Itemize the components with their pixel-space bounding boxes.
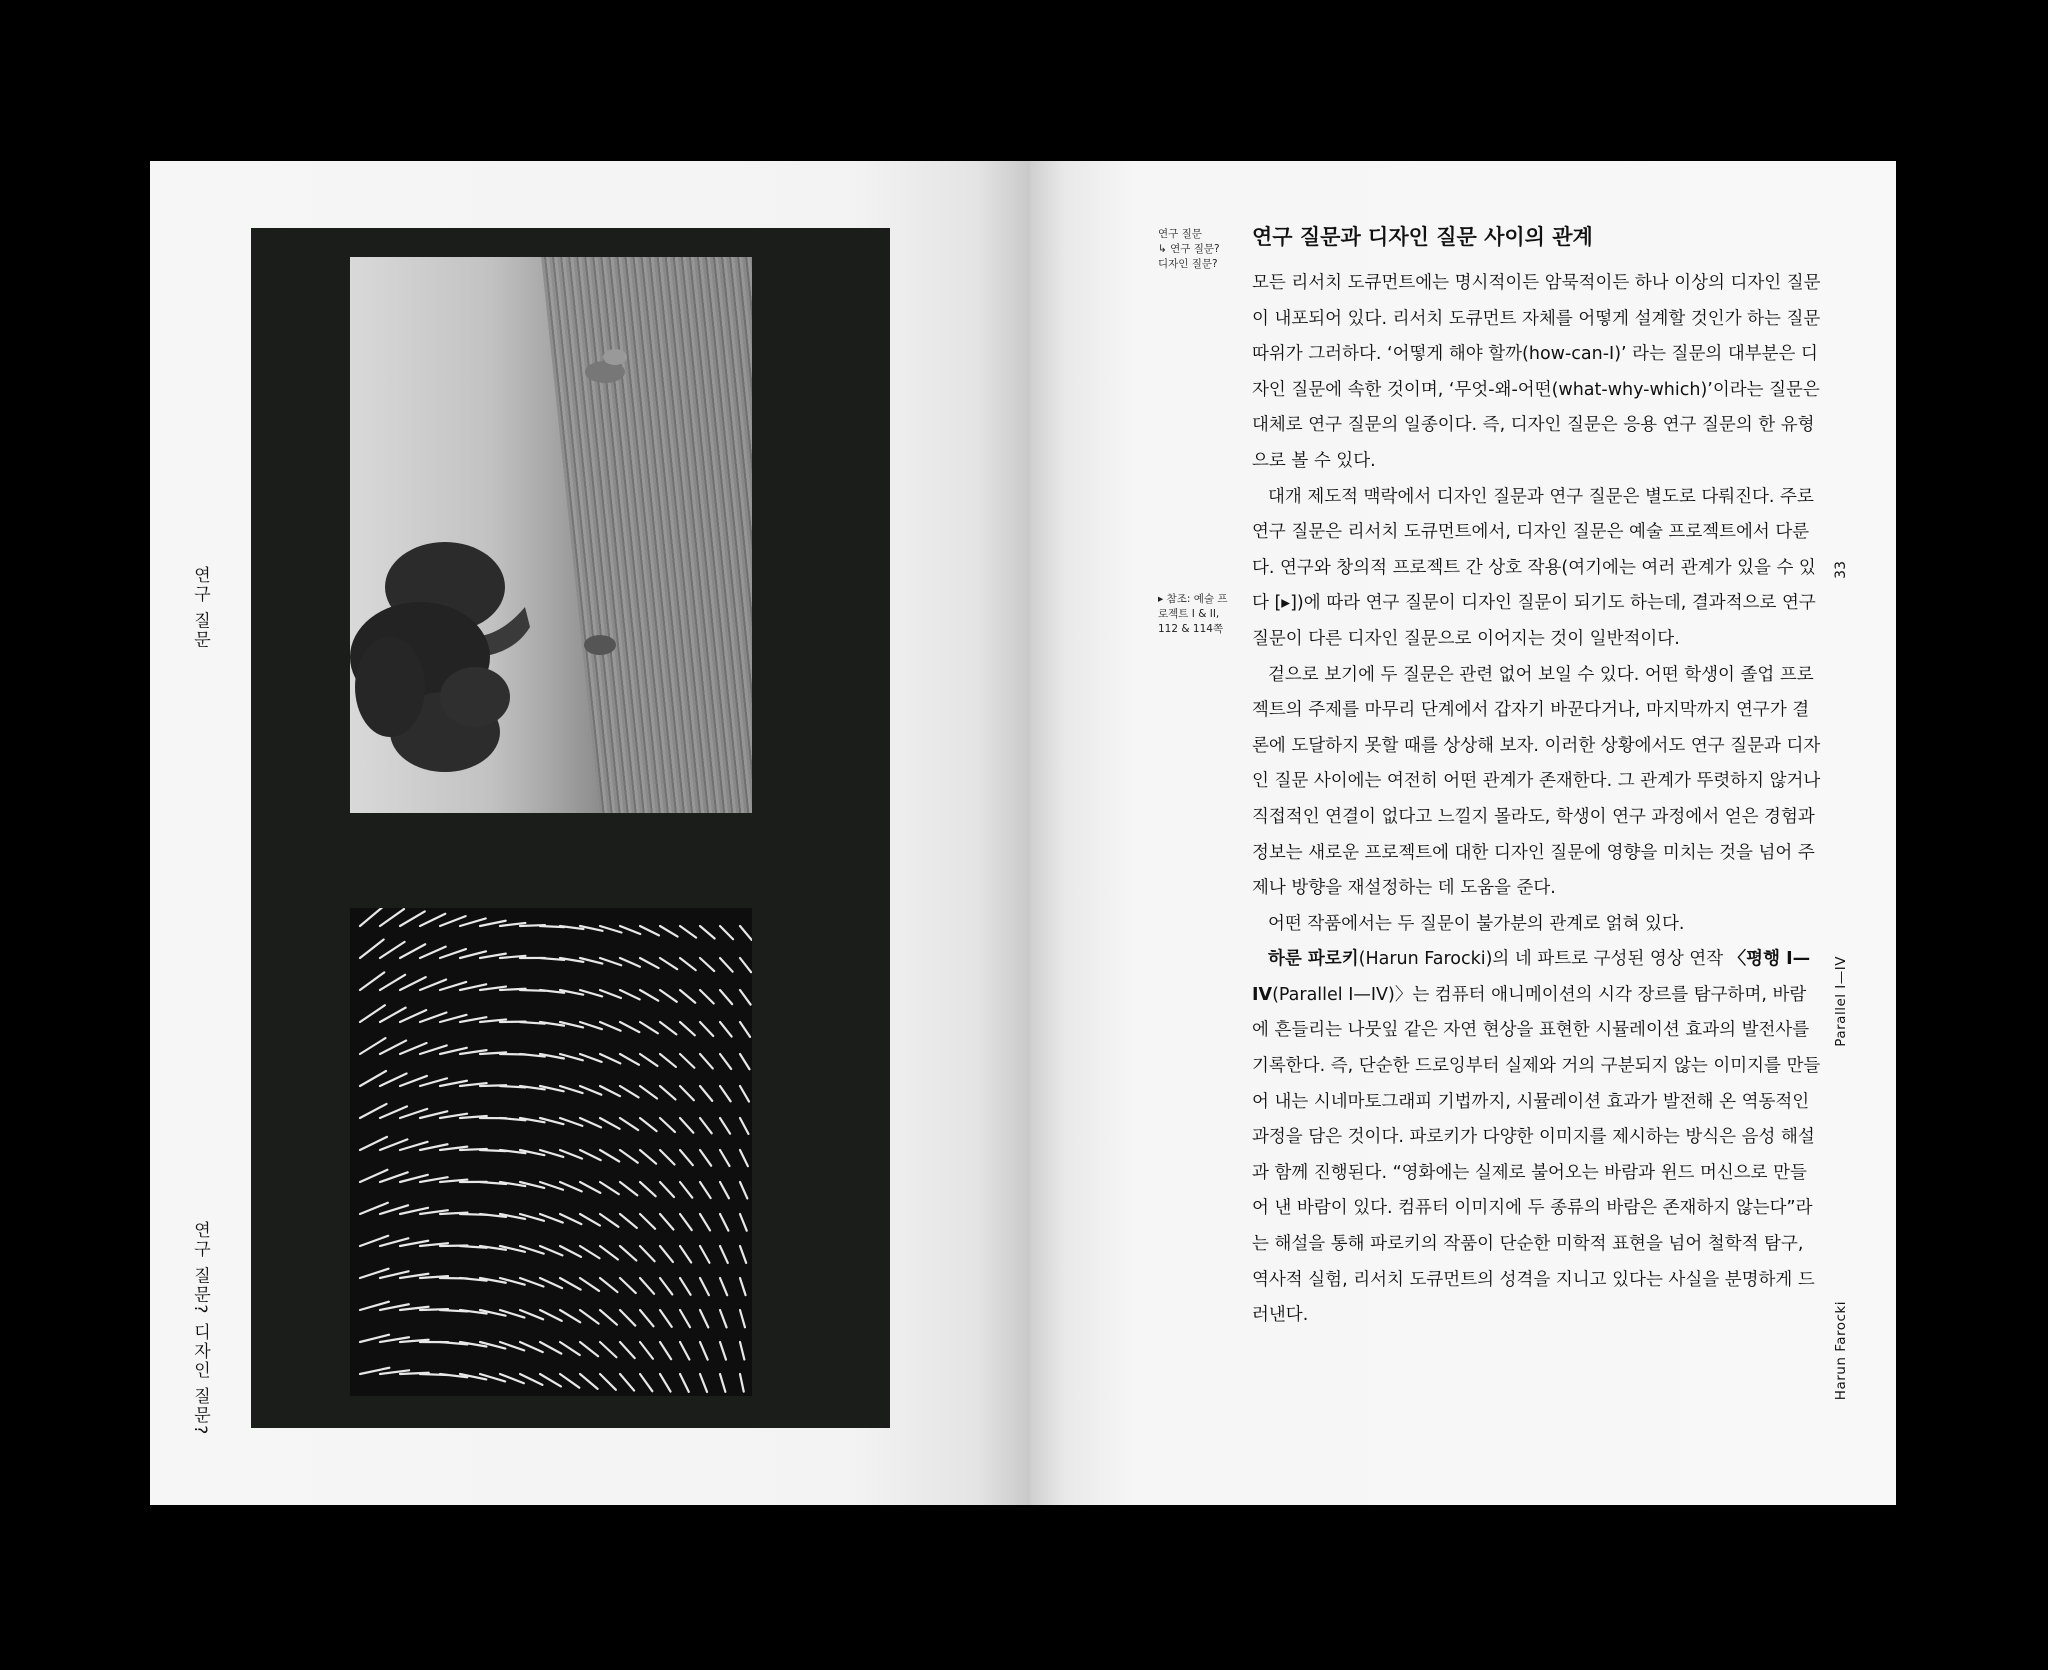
margin-reference-note: ▸ 참조: 예술 프로젝트 I & II, 112 & 114쪽 (1158, 593, 1228, 635)
paragraph-3: 겉으로 보기에 두 질문은 관련 없어 보일 수 있다. 어떤 학생이 졸업 프로젝트의 주제를 마무리 단계에서 갑자기 바꾼다거나, 마지막까지 연구가 결론에 도달하지 못할 때를 상상해 보자. 이러한 상황에서도 연구 질문과 디자인 질문 사이에는 여전히 어떤 관계가 존재한다. 그 관계가 뚜렷하지 않거나 직접적인 연결이 없다고 느낄지 몰라도, 학생이 연구 과정에서 얻은 경험과 정보는 새로운 프로젝트에 대한 디자인 질문에 영향을 미치는 것을 넘어 주제나 방향을 재설정하는 데 도움을 준다. (1252, 664, 1821, 899)
paragraph-4: 어떤 작품에서는 두 질문이 불가분의 관계로 얽혀 있다. (1268, 913, 1685, 934)
tree-field-photo (350, 257, 752, 813)
page-number: 33 (1833, 561, 1849, 579)
left-page (150, 161, 1030, 1505)
paragraph-2: 대개 제도적 맥락에서 디자인 질문과 연구 질문은 별도로 다뤄진다. 주로 연구 질문은 리서치 도큐먼트에서, 디자인 질문은 예술 프로젝트에서 다룬다. 연구와 창의적 프로젝트 간 상호 작용(여기에는 여러 관계가 있을 수 있다 [▸])에 따라 연구 질문이 디자인 질문이 되기도 하는데, 결과적으로 연구 질문이 다른 디자인 질문으로 이어지는 것이 일반적이다. (1252, 486, 1816, 649)
artist-name: 하룬 파로키 (1268, 949, 1359, 970)
paragraph-5 (1252, 942, 1822, 1334)
image-panel (251, 228, 890, 1428)
work-title: 〈평행 I—IV (1252, 949, 1811, 1005)
body-text (1252, 266, 1822, 1334)
margin-section-sublabel: ↳ 연구 질문? 디자인 질문? (1158, 243, 1220, 270)
paragraph-5-text-b: (Parallel I—IV)〉는 컴퓨터 애니메이션의 시각 장르를 탐구하며, 바람에 흔들리는 나뭇잎 같은 자연 현상을 표현한 시뮬레이션 효과의 발전사를 기록한다. 즉, 단순한 드로잉부터 실제와 거의 구분되지 않는 이미지를 만들어 내는 시네마토그래피 기법까지, 시뮬레이션 효과가 발전해 온 역동적인 과정을 담은 것이다. 파로키가 다양한 이미지를 제시하는 방식은 음성 해설과 함께 진행된다. “영화에는 실제로 불어오는 바람과 윈드 머신으로 만들어 낸 바람이 있다. 컴퓨터 이미지에 두 종류의 바람은 존재하지 않는다”라는 해설을 통해 파로키의 작품이 단순한 미학적 표현을 넘어 철학적 탐구, 역사적 실험, 리서치 도큐먼트의 성격을 지니고 있다는 사실을 분명하게 드러낸다. (1252, 984, 1821, 1326)
paragraph-1: 모든 리서치 도큐먼트에는 명시적이든 암묵적이든 하나 이상의 디자인 질문이 내포되어 있다. 리서치 도큐먼트 자체를 어떻게 설계할 것인가 하는 질문 따위가 그러하다. ‘어떻게 해야 할까(how-can-I)’ 라는 질문의 대부분은 디자인 질문에 속한 것이며, ‘무엇-왜-어떤(what-why-which)’이라는 질문은 대체로 연구 질문의 일종이다. 즉, 디자인 질문은 응용 연구 질문의 한 유형으로 볼 수 있다. (1252, 273, 1821, 471)
left-running-head: 연구 질문 (190, 566, 210, 650)
margin-section-note (1158, 227, 1228, 272)
animation-lines-image (350, 908, 752, 1396)
right-page (1030, 161, 1896, 1505)
left-running-subhead: 연구 질문? 디자인 질문? (190, 1221, 210, 1437)
running-title: Parallel I—IV (1833, 956, 1849, 1047)
paragraph-5-text-a: (Harun Farocki)의 네 파트로 구성된 영상 연작 (1358, 949, 1729, 970)
running-author: Harun Farocki (1833, 1301, 1849, 1401)
section-title: 연구 질문과 디자인 질문 사이의 관계 (1252, 225, 1593, 249)
margin-section-label: 연구 질문 (1158, 228, 1202, 240)
